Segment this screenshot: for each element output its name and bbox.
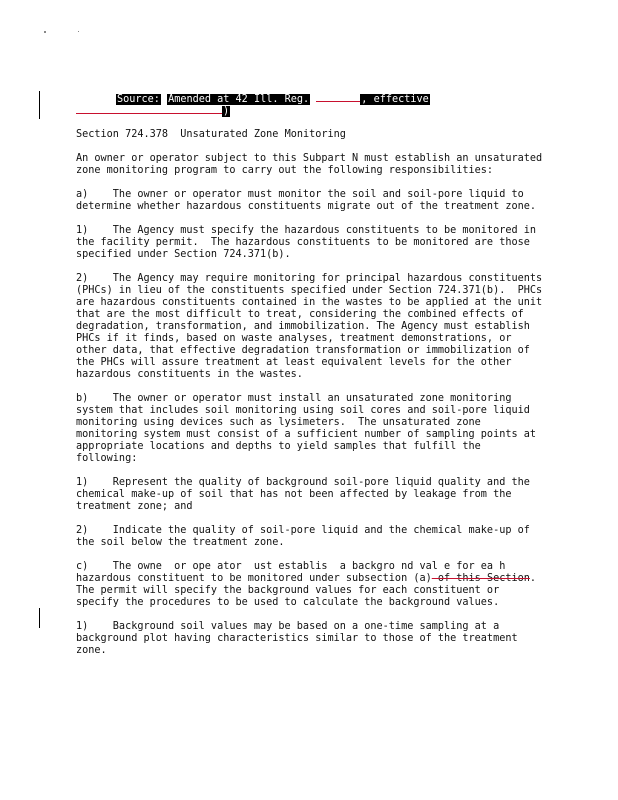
paragraph-b2: 2) Indicate the quality of soil-pore liquid and the chemical make-up of the soil below the treatment zone. [76, 525, 537, 548]
document-body [76, 129, 549, 669]
source-effective: , effective [361, 94, 429, 105]
paragraph-intro: An owner or operator subject to this Subpart N must establish an unsaturated zone monitoring program to carry out the following responsibilities: [76, 153, 549, 176]
source-label: Source: [117, 94, 160, 105]
paragraph-a2: 2) The Agency may require monitoring for principal hazardous constituents (PHCs) in lieu of the constituents specified under Section 724.371(b). PHCs are hazardous constituents contained in the wastes to be applied at the unit that are the most difficult to treat, considering the combined effects of degradation, transformation, and immobilization. The Agency must establish PHCs if it finds, based on waste analyses, treatment demonstrations, or other data, that effective degradation transformation or immobilization of the PHCs will assure treatment at least equivalent levels for the other hazardous constituents in the wastes. [76, 273, 549, 380]
paragraph-c [76, 561, 549, 609]
paragraph-c-text-end: . The permit will specify the background values for each constituent or specify the procedures to be used to calculate the background values. [76, 573, 549, 608]
scan-speck [44, 31, 46, 33]
section-title: Unsaturated Zone Monitoring [180, 129, 346, 140]
change-bar [39, 91, 40, 119]
source-amended: Amended at 42 Ill. Reg. [168, 94, 310, 105]
section-number: Section 724.378 [76, 129, 169, 140]
paragraph-b: b) The owner or operator must install an unsaturated zone monitoring system that includes soil monitoring using soil cores and soil-pore liquid monitoring using devices such as lysimeters. The unsaturated zone monitoring system must consist of a sufficient number of sampling points at appropriate locations and depths to yield samples that fulfill the following: [76, 393, 543, 464]
struck-text: of this Section [431, 573, 530, 584]
source-blank-date [76, 113, 222, 114]
paragraph-c1: 1) Background soil values may be based on a one-time sampling at a background plot having characteristics similar to those of the treatment zone. [76, 621, 524, 656]
source-note-line2 [76, 106, 230, 118]
source-note [76, 94, 430, 106]
source-close: ) [223, 106, 230, 117]
change-bar [39, 608, 40, 628]
paragraph-b1: 1) Represent the quality of background soil-pore liquid quality and the chemical make-up of soil that has not been affected by leakage from the treatment zone; and [76, 477, 537, 512]
section-heading [76, 129, 546, 141]
source-blank-reg [316, 101, 360, 102]
paragraph-c-text: c) The owne or ope ator ust establis a backgro nd val e for ea h hazardous constituent to be monitored under subsection (a) [76, 561, 512, 584]
scan-speck [78, 31, 79, 32]
paragraph-a1: 1) The Agency must specify the hazardous constituents to be monitored in the facility permit. The hazardous constituents to be monitored are those specified under Section 724.371(b). [76, 225, 543, 260]
paragraph-a: a) The owner or operator must monitor the soil and soil-pore liquid to determine whether hazardous constituents migrate out of the treatment zone. [76, 189, 537, 212]
